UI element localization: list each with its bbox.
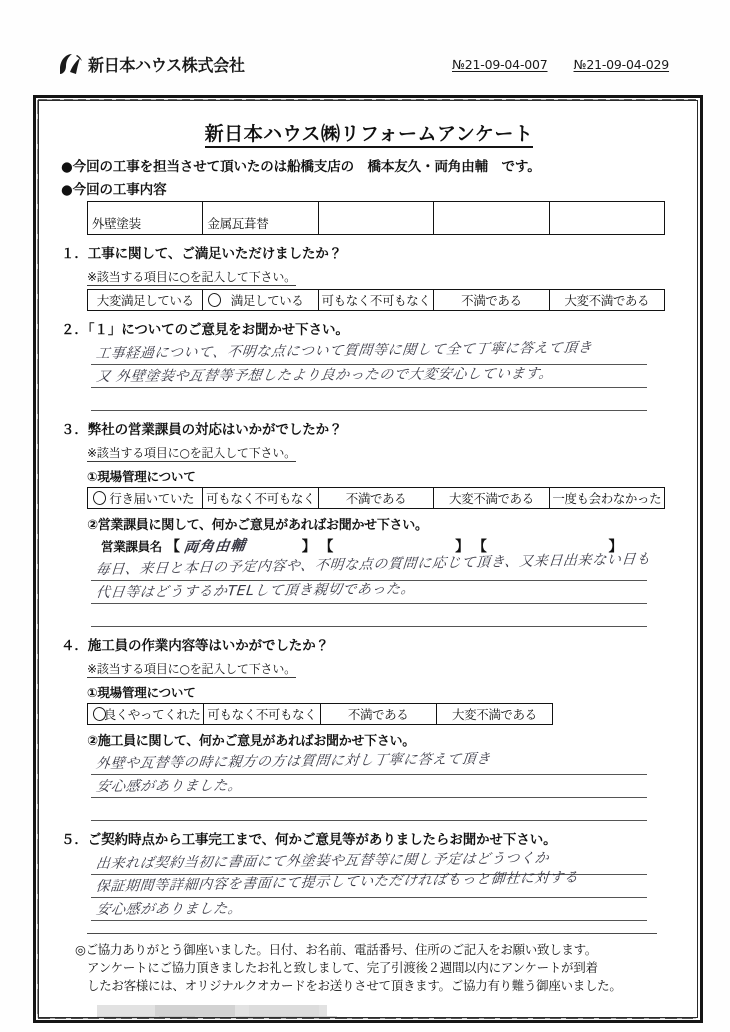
sales-staff-name-field-1[interactable] [182, 538, 300, 555]
work-content-cell-5 [549, 202, 664, 235]
reference-number-1: №21-09-04-007 [452, 57, 548, 72]
question-1-note: ※該当する項目に○を記入して下さい。 [87, 270, 296, 284]
q4-option-2-label: 不満である [347, 707, 409, 722]
q3-option-3-label: 大変不満である [449, 491, 534, 506]
question-4-sub2: ②施工員に関して、何かご意見があればお聞かせ下さい。 [87, 734, 415, 749]
q4-option-3-label: 大変不満である [452, 707, 537, 722]
question-3-sub2: ②営業課員に関して、何かご意見があればお聞かせ下さい。 [87, 518, 428, 533]
company-logo [57, 52, 250, 76]
company-swoosh-logo-icon [57, 52, 83, 76]
question-4-sub1: ①現場管理について [87, 685, 196, 700]
bracket-open-icon: 【 [472, 539, 487, 555]
reference-numbers [452, 57, 669, 72]
q4-answer-line-2: 安心感がありました。 [95, 777, 244, 795]
question-3-note: ※該当する項目に○を記入して下さい。 [87, 446, 296, 460]
q4-option-2[interactable] [320, 704, 436, 725]
handwriting-line [91, 581, 647, 604]
q3-option-1-label: 可もなく不可もなく [206, 491, 316, 506]
bracket-close-icon: 】 [608, 539, 623, 555]
q1-option-0-label: 大変満足している [96, 293, 194, 308]
work-content-table [87, 201, 665, 235]
q3-answer-line-2: 代日等はどうするかTELして頂き親切であった。 [95, 581, 417, 602]
work-content-cell-3 [318, 202, 433, 235]
q5-answer-line-3: 安心感がありました。 [95, 900, 244, 918]
q4-option-3[interactable] [436, 704, 552, 725]
question-2-answer[interactable] [91, 339, 677, 411]
q1-option-1-label: 満足している [230, 293, 304, 308]
q1-option-1[interactable] [203, 290, 318, 311]
q1-option-0[interactable] [88, 290, 203, 311]
q3-option-0-label: 行き届いていた [109, 491, 195, 506]
handwriting-line [91, 869, 647, 898]
q1-option-3-label: 不満である [461, 293, 522, 308]
form-title-text: 新日本ハウス㈱リフォームアンケート [205, 123, 534, 148]
q1-option-4-label: 大変不満である [564, 293, 650, 308]
question-5-answer[interactable] [91, 852, 677, 921]
handwriting-line [91, 752, 647, 775]
table-row [88, 488, 665, 509]
footer-line-2: アンケートにご協力頂きましたお礼と致しまして、完了引渡後２週間以内にアンケートが到着 [87, 960, 598, 976]
handwriting-line [91, 339, 647, 365]
footer-line-3: したお客様には、オリジナルクオカードをお送りさせて頂きます。ご協力有り難う御座いました。 [87, 978, 622, 994]
bracket-open-icon: 【 [319, 539, 334, 555]
q4-answer-line-1: 外壁や瓦替等の時に親方の方は質問に対し丁寧に答えて頂き [95, 751, 492, 773]
footer-divider [87, 933, 657, 934]
question-3-sub1: ①現場管理について [87, 469, 196, 484]
q1-option-2[interactable] [318, 290, 433, 311]
handwriting-line [91, 604, 647, 627]
q4-option-1-label: 可もなく不可もなく [207, 707, 317, 722]
work-content-heading: ●今回の工事内容 [61, 182, 167, 198]
question-3-text: ３．弊社の営業課員の対応はいかがでしたか？ [61, 422, 343, 438]
q4-option-0[interactable] [88, 704, 204, 725]
q4-option-0-label: 良くやってくれた [103, 707, 201, 722]
q3-option-4[interactable] [549, 488, 664, 509]
q3-option-4-label: 一度も会わなかった [552, 491, 662, 506]
q2-answer-line-1: 工事経過について、不明な点について質問等に関して全て丁寧に答えて頂き [95, 339, 594, 363]
name-bracket-group-1 [166, 536, 315, 556]
footer-note [75, 941, 677, 995]
table-row [88, 290, 665, 311]
q3-option-2[interactable] [318, 488, 433, 509]
handwriting-line [91, 798, 647, 821]
circle-mark-icon [207, 292, 222, 308]
table-row [88, 704, 553, 725]
question-4-options-table [87, 703, 553, 725]
q1-option-3[interactable] [434, 290, 549, 311]
circle-mark-icon [92, 490, 107, 506]
handwriting-line [91, 388, 647, 411]
table-row [88, 202, 665, 235]
handwriting-line [91, 775, 647, 798]
q3-answer-line-1: 毎日、来日と本日の予定内容や、不明な点の質問に応じて頂き、又来日出来ない日も [95, 551, 652, 579]
q4-option-1[interactable] [204, 704, 320, 725]
sheet-inner-frame [38, 100, 698, 1018]
reference-number-2: №21-09-04-029 [573, 57, 670, 72]
bracket-close-icon: 】 [455, 539, 469, 555]
sales-staff-name-label: 営業課員名 [101, 539, 163, 554]
question-1-text: １．工事に関して、ご満足いただけましたか？ [61, 246, 343, 262]
work-content-cell-4 [434, 202, 549, 235]
handwriting-line [91, 551, 652, 581]
company-name-text: 新日本ハウス株式会社 [88, 56, 245, 75]
work-content-cell-1: 外壁塗装 [88, 202, 203, 235]
q1-option-2-label: 可もなく不可もなく [321, 293, 431, 308]
footer-line-1: ◎ご協力ありがとう御座いました。日付、お名前、電話番号、住所のご記入をお願い致します。 [75, 942, 598, 957]
q5-answer-line-2: 保証期間等詳細内容を書面にて提示していただければもっと御社に対する [95, 869, 580, 896]
q3-option-1[interactable] [203, 488, 318, 509]
question-3-options-table [87, 487, 665, 509]
q2-answer-line-2: 又 外壁塗装や瓦替等予想したより良かったので大変安心しています。 [95, 365, 555, 386]
survey-sheet [33, 95, 703, 1023]
customer-info-redacted-block [89, 1005, 681, 1018]
question-4-answer[interactable] [91, 752, 677, 821]
bracket-open-icon: 【 [166, 539, 180, 555]
form-title [61, 119, 677, 146]
handwriting-line [91, 365, 647, 388]
bracket-close-icon: 】 [301, 539, 316, 555]
q3-option-0[interactable] [88, 488, 203, 509]
question-5-text: ５．ご契約時点から工事完工まで、何かご意見等がありましたらお聞かせ下さい。 [61, 832, 557, 848]
work-content-cell-2: 金属瓦葺替 [203, 202, 318, 235]
question-1-options-table [87, 289, 665, 311]
sales-staff-name-value-1: 両角由輔 [182, 537, 247, 556]
intro-line: ●今回の工事を担当させて頂いたのは船橋支店の 橋本友久・両角由輔 です。 [61, 159, 541, 175]
q1-option-4[interactable] [549, 290, 664, 311]
question-4-note: ※該当する項目に○を記入して下さい。 [87, 662, 296, 676]
q5-answer-line-1: 出来れば契約当初に書面にて外塗装や瓦替等に関し予定はどうつくか [95, 850, 551, 873]
question-2-text: ２．「１」についてのご意見をお聞かせ下さい。 [61, 322, 349, 338]
handwriting-line [91, 898, 647, 921]
masthead [0, 52, 730, 94]
q3-option-3[interactable] [434, 488, 549, 509]
question-3-answer[interactable] [91, 551, 677, 627]
q3-option-2-label: 不満である [345, 491, 407, 506]
question-4-text: ４．施工員の作業内容等はいかがでしたか？ [61, 638, 329, 654]
